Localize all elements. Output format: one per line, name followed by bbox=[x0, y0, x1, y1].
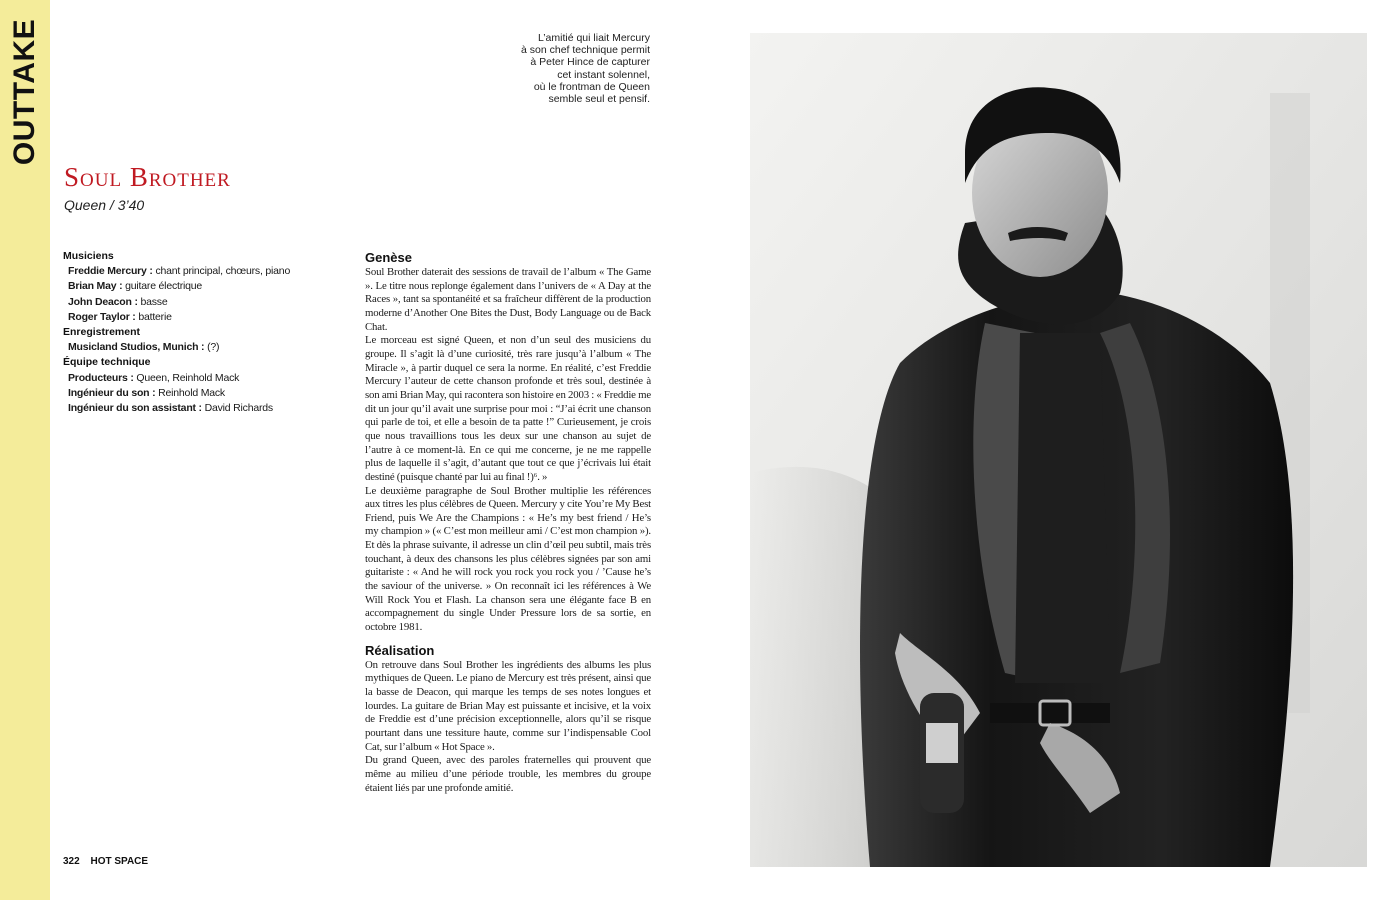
credit-row: Roger Taylor : batterie bbox=[68, 310, 172, 323]
article-paragraph: On retrouve dans Soul Brother les ingrédients des albums les plus mythiques de Queen. Le piano de Mercury est très présent, ainsi que la basse de Deacon, qui marque les temps de ses notes longues et lourdes. La guitare de Brian May est puissante et incisive, et la voix de Freddie est d’une précision exceptionnelle, alors qu’il se risque pourtant dans une tessiture haute, comme sur l’indispensable Cool Cat, sur l’album « Hot Space ». bbox=[365, 658, 651, 753]
credits-heading: Musiciens bbox=[63, 250, 114, 262]
footer-section: HOT SPACE bbox=[90, 856, 149, 867]
credits-heading: Équipe technique bbox=[63, 356, 151, 369]
credit-row: John Deacon : basse bbox=[68, 295, 168, 308]
page-number: 322 bbox=[63, 856, 80, 867]
credit-row: Brian May : guitare électrique bbox=[68, 280, 203, 293]
genese-heading: Genèse bbox=[365, 250, 412, 265]
photo-caption: L’amitié qui liait Mercury à son chef technique permit à Peter Hince de capturer cet instant solennel, où le frontman de Queen semble seul et pensif. bbox=[521, 32, 650, 106]
credits-heading: Enregistrement bbox=[63, 326, 141, 339]
song-subtitle: Queen / 3’40 bbox=[64, 197, 145, 213]
section-label: OUTTAKE bbox=[8, 18, 42, 166]
portrait-photo bbox=[750, 33, 1367, 867]
article-body bbox=[365, 250, 651, 795]
credit-row: Producteurs : Queen, Reinhold Mack bbox=[68, 371, 240, 384]
article-paragraph: Le morceau est signé Queen, et non d’un seul des musiciens du groupe. Il s’agit là d’une curiosité, très rare jusqu’à l’album « The Miracle », à partir duquel ce sera la norme. En réalité, c’est Freddie Mercury l’auteur de cette chanson profonde et très soul, destinée à son ami Brian May, qui racontera son histoire en 2003 : « Freddie me dit un jour qu’il avait une surprise pour moi : “J’ai écrit une chanson qui parle de toi, et elle a besoin de ta patte !” Curieusement, je crois que nous travaillions tous les deux sur une chanson au sujet de l’autre à ce moment-là. En ce qui me concerne, je ne me rappelle plus de laquelle il s’agit, d’autant que tout ce que j’écrivais lui était destiné (puisque chanté par lui au final !)⁶. » bbox=[365, 334, 651, 483]
credits-block bbox=[63, 249, 343, 416]
portrait-illustration bbox=[750, 33, 1367, 867]
article-paragraph: Soul Brother daterait des sessions de travail de l’album « The Game ». Le titre nous replonge également dans l’univers de « A Day at the Races », tant sa spontanéité et sa fraîcheur diffèrent de la production moderne d’Another One Bites the Dust, Body Language ou de Back Chat. bbox=[365, 266, 651, 333]
credit-row: Freddie Mercury : chant principal, chœurs, piano bbox=[68, 265, 291, 278]
article-paragraph: Du grand Queen, avec des paroles fraternelles qui prouvent que même au milieu d’une période trouble, les membres du groupe étaient liés par une profonde amitié. bbox=[365, 754, 651, 794]
page-footer bbox=[63, 856, 148, 867]
credit-row: Ingénieur du son assistant : David Richards bbox=[68, 402, 273, 415]
article-paragraph: Le deuxième paragraphe de Soul Brother multiplie les références aux titres les plus célèbres de Queen. Mercury y cite You’re My Best Friend, puis We Are the Champions : « He’s my best friend / He’s my champion » (« C’est mon meilleur ami / C’est mon champion »). Et dès la phrase suivante, il adresse un clin d’œil peu subtil, mais très touchant, à deux des chansons les plus célèbres signées par son ami guitariste : « And he will rock you rock you rock you / ’Cause he’s the saviour of the universe. » On reconnaît ici les références à We Will Rock You et Flash. La chanson sera une élégante face B en accompagnement du single Under Pressure lors de sa sortie, en octobre 1981. bbox=[365, 484, 651, 634]
credit-row: Ingénieur du son : Reinhold Mack bbox=[68, 386, 225, 399]
realisation-heading: Réalisation bbox=[365, 642, 435, 658]
credit-row: Musicland Studios, Munich : (?) bbox=[68, 341, 220, 354]
song-title: Soul Brother bbox=[64, 162, 231, 192]
